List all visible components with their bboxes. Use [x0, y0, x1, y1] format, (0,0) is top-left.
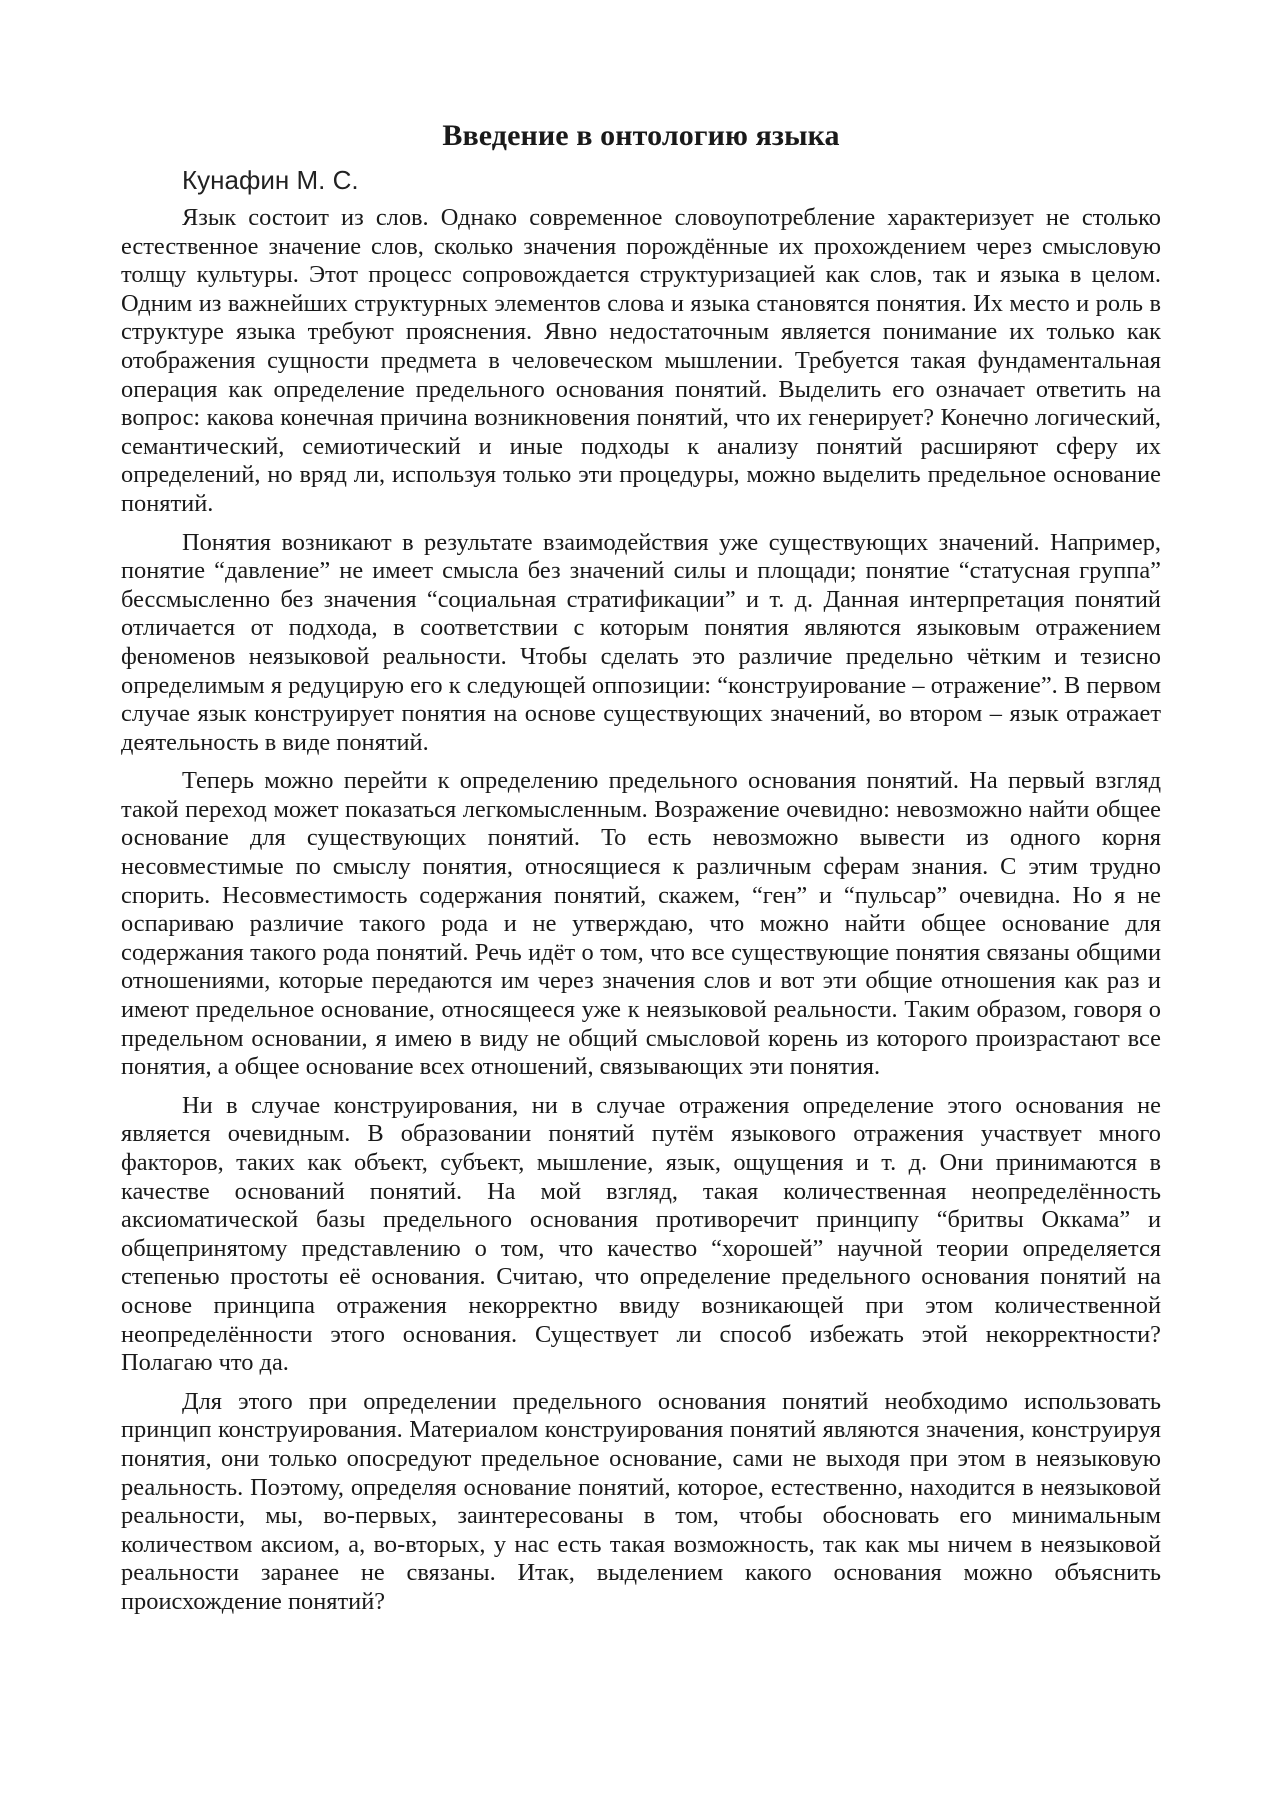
- paragraph: Теперь можно перейти к определению предельного основания понятий. На первый взгляд такой переход может показаться легкомысленным. Возражение очевидно: невозможно найти общее основание для существующих понятий. То есть невозможно вывести из одного корня несовместимые по смыслу понятия, относящиеся к различным сферам знания. С этим трудно спорить. Несовместимость содержания понятий, скажем, “ген” и “пульсар” очевидна. Но я не оспариваю различие такого рода и не утверждаю, что можно найти общее основание для содержания такого рода понятий. Речь идёт о том, что все существующие понятия связаны общими отношениями, которые передаются им через значения слов и вот эти общие отношения как раз и имеют предельное основание, относящееся уже к неязыковой реальности. Таким образом, говоря о предельном основании, я имею в виду не общий смысловой корень из которого произрастают все понятия, а общее основание всех отношений, связывающих эти понятия.: [121, 767, 1161, 1081]
- document-page: [121, 118, 1161, 1627]
- paragraph: Ни в случае конструирования, ни в случае отражения определение этого основания не является очевидным. В образовании понятий путём языкового отражения участвует много факторов, таких как объект, субъект, мышление, язык, ощущения и т. д. Они принимаются в качестве оснований понятий. На мой взгляд, такая количественная неопределённость аксиоматической базы предельного основания противоречит принципу “бритвы Оккама” и общепринятому представлению о том, что качество “хорошей” научной теории определяется степенью простоты её основания. Считаю, что определение предельного основания понятий на основе принципа отражения некорректно ввиду возникающей при этом количественной неопределённости этого основания. Существует ли способ избежать этой некорректности? Полагаю что да.: [121, 1091, 1161, 1377]
- document-title: Введение в онтологию языка: [442, 119, 840, 152]
- paragraph: Язык состоит из слов. Однако современное словоупотребление характеризует не столько естественное значение слов, сколько значения порождённые их прохождением через смысловую толщу культуры. Этот процесс сопровождается структуризацией как слов, так и языка в целом. Одним из важнейших структурных элементов слова и языка становятся понятия. Их место и роль в структуре языка требуют прояснения. Явно недостаточным является понимание их только как отображения сущности предмета в человеческом мышлении. Требуется такая фундаментальная операция как определение предельного основания понятий. Выделить его означает ответить на вопрос: какова конечная причина возникновения понятий, что их генерирует? Конечно логический, семантический, семиотический и иные подходы к анализу понятий расширяют сферу их определений, но вряд ли, используя только эти процедуры, можно выделить предельное основание понятий.: [121, 204, 1161, 517]
- paragraph: Для этого при определении предельного основания понятий необходимо использовать принцип конструирования. Материалом конструирования понятий являются значения, конструируя понятия, они только опосредуют предельное основание, сами не выходя при этом в неязыковую реальность. Поэтому, определяя основание понятий, которое, естественно, находится в неязыковой реальности, мы, во-первых, заинтересованы в том, чтобы обосновать его минимальным количеством аксиом, а, во-вторых, у нас есть такая возможность, так как мы ничем в неязыковой реальности заранее не связаны. Итак, выделением какого основания можно объяснить происхождение понятий?: [121, 1387, 1161, 1615]
- paragraph: Понятия возникают в результате взаимодействия уже существующих значений. Например, понятие “давление” не имеет смысла без значений силы и площади; понятие “статусная группа” бессмысленно без значения “социальная стратификации” и т. д. Данная интерпретация понятий отличается от подхода, в соответствии с которым понятия являются языковым отражением феноменов неязыковой реальности. Чтобы сделать это различие предельно чётким и тезисно определимым я редуцирую его к следующей оппозиции: “конструирование – отражение”. В первом случае язык конструирует понятия на основе существующих значений, во втором – язык отражает деятельность в виде понятий.: [121, 528, 1161, 756]
- document-author: Кунафин М. С.: [182, 165, 359, 195]
